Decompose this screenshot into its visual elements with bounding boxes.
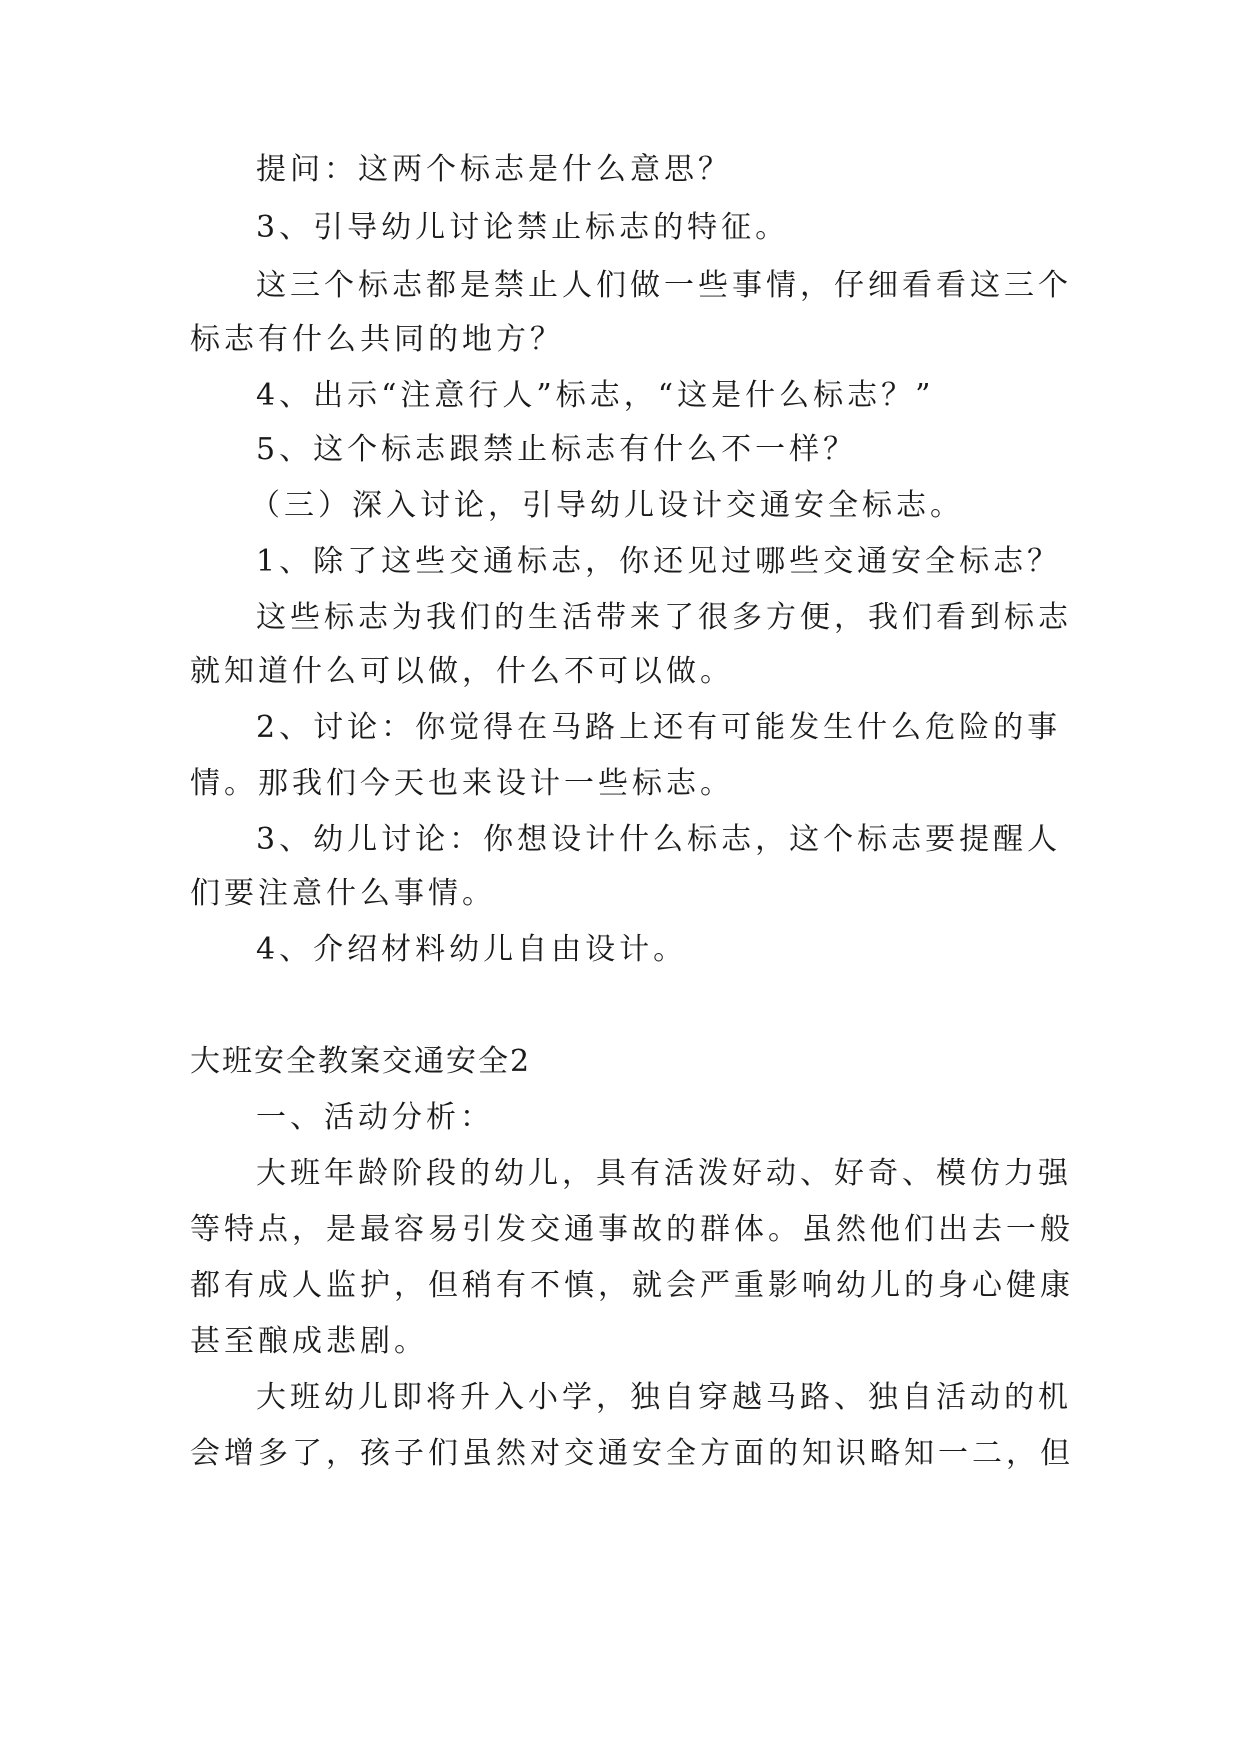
paragraph-line: 这三个标志都是禁止人们做一些事情，仔细看看这三个 — [256, 268, 1072, 303]
paragraph-line: 等特点，是最容易引发交通事故的群体。虽然他们出去一般 — [190, 1212, 1074, 1247]
section-heading-line: （三）深入讨论，引导幼儿设计交通安全标志。 — [250, 488, 964, 523]
step-5-line: 5、这个标志跟禁止标志有什么不一样？ — [256, 432, 858, 467]
paragraph-line: 大班幼儿即将升入小学，独自穿越马路、独自活动的机 — [256, 1380, 1072, 1415]
step-2-line: 2、讨论：你觉得在马路上还有可能发生什么危险的事 — [256, 710, 1062, 745]
paragraph-line: 们要注意什么事情。 — [190, 876, 496, 911]
subsection-heading: 一、活动分析： — [256, 1100, 494, 1135]
paragraph-line: 就知道什么可以做，什么不可以做。 — [190, 654, 734, 689]
paragraph-line: 都有成人监护，但稍有不慎，就会严重影响幼儿的身心健康 — [190, 1268, 1074, 1303]
step-1-line: 1、除了这些交通标志，你还见过哪些交通安全标志？ — [256, 544, 1062, 579]
paragraph-line: 甚至酿成悲剧。 — [190, 1324, 428, 1359]
question-line: 提问：这两个标志是什么意思？ — [256, 152, 732, 187]
step-3-line: 3、幼儿讨论：你想设计什么标志，这个标志要提醒人 — [256, 822, 1062, 857]
paragraph-line: 这些标志为我们的生活带来了很多方便，我们看到标志 — [256, 600, 1072, 635]
paragraph-line: 标志有什么共同的地方？ — [190, 322, 564, 357]
step-4-line: 4、介绍材料幼儿自由设计。 — [256, 932, 688, 967]
section-title: 大班安全教案交通安全2 — [190, 1044, 532, 1079]
paragraph-line: 情。那我们今天也来设计一些标志。 — [190, 766, 734, 801]
step-4-line: 4、出示“注意行人”标志，“这是什么标志？” — [256, 378, 935, 413]
paragraph-line: 会增多了，孩子们虽然对交通安全方面的知识略知一二，但 — [190, 1436, 1074, 1471]
step-3-line: 3、引导幼儿讨论禁止标志的特征。 — [256, 210, 790, 245]
paragraph-line: 大班年龄阶段的幼儿，具有活泼好动、好奇、模仿力强 — [256, 1156, 1072, 1191]
